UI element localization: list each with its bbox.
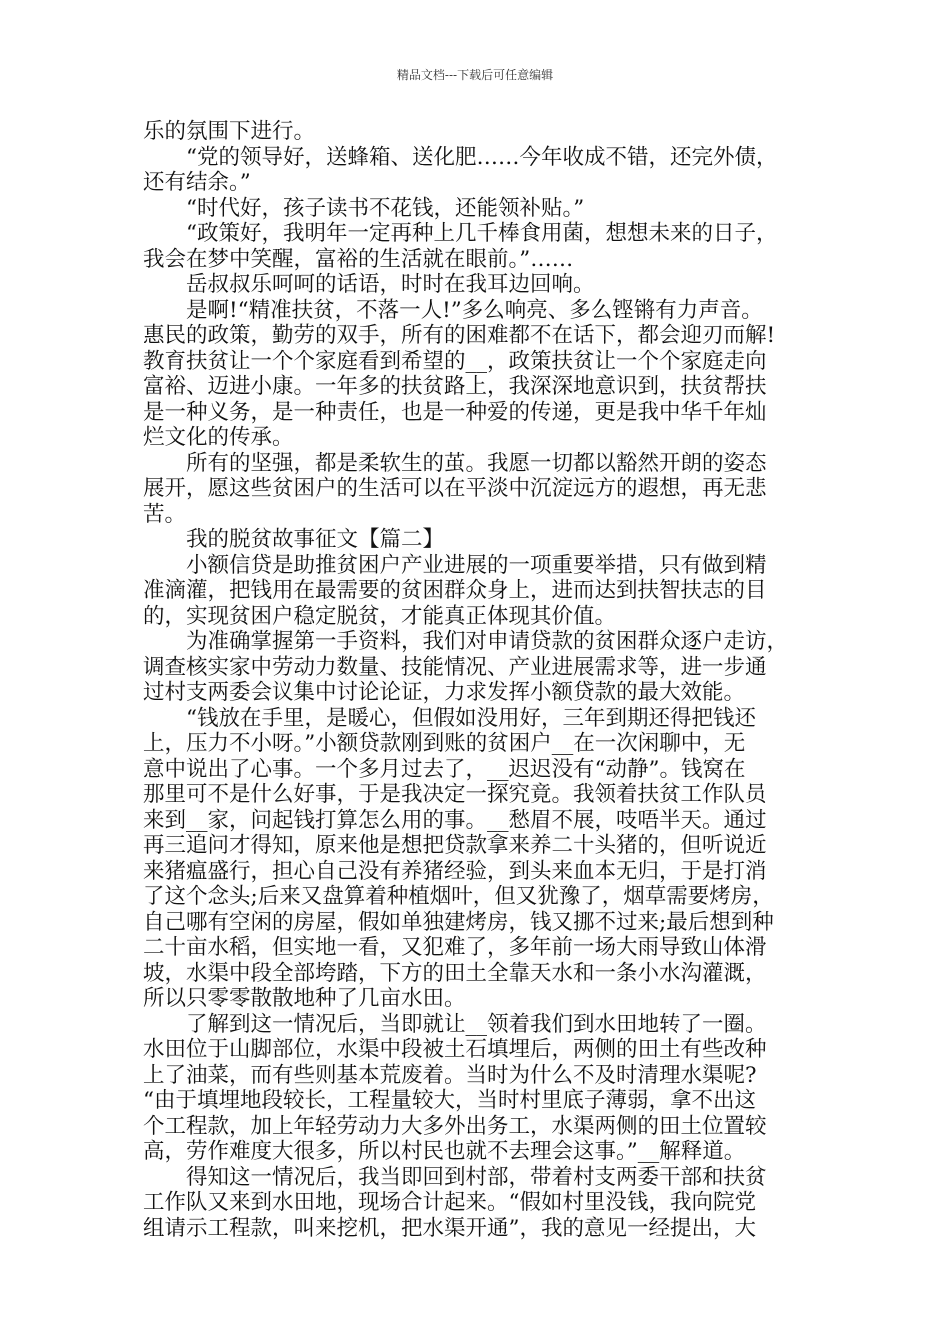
text-line: 上了油菜，而有些则基本荒废着。当时为什么不及时清理水渠呢? — [143, 1062, 757, 1088]
text-line: 为准确掌握第一手资料，我们对申请贷款的贫困群众逐户走访， — [186, 629, 789, 654]
text-line: 了这个念头;后来又盘算着种植烟叶，但又犹豫了，烟草需要烤房， — [143, 884, 774, 909]
text-line: 小额信贷是助推贫困户产业进展的一项重要举措，只有做到精 — [186, 552, 767, 578]
text-line: 来猪瘟盛行，担心自己没有养猪经验，到头来血本无归，于是打消 — [143, 858, 767, 884]
text-line: 意中说出了心事。一个多月过去了，__迟迟没有“动静”。钱窝在 — [143, 756, 746, 782]
text-line: “政策好，我明年一定再种上几千棒食用菌，想想未来的日子， — [186, 221, 778, 246]
text-line: 所有的坚强，都是柔软生的茧。我愿一切都以豁然开朗的姿态 — [186, 450, 767, 476]
text-line: 得知这一情况后，我当即回到村部，带着村支两委干部和扶贫 — [186, 1164, 767, 1190]
text-line: 乐的氛围下进行。 — [143, 119, 316, 144]
text-line: “由于填埋地段较长，工程量较大，当时村里底子薄弱，拿不出这 — [143, 1088, 756, 1113]
text-line: 烂文化的传承。 — [143, 425, 294, 450]
text-line: 展开，愿这些贫困户的生活可以在平淡中沉淀远方的遐想，再无悲 — [143, 476, 767, 501]
page-header: 精品文档---下载后可任意编辑 — [396, 68, 554, 82]
text-line: 我会在梦中笑醒，富裕的生活就在眼前。”…… — [143, 246, 574, 272]
text-line: 个工程款，加上年轻劳动力大多外出务工，水渠两侧的田土位置较 — [143, 1113, 767, 1139]
text-line: 苦。 — [143, 501, 187, 527]
text-line: 还有结余。” — [143, 170, 251, 195]
text-line: 惠民的政策，勤劳的双手，所有的困难都不在话下，都会迎刃而解! — [143, 323, 776, 348]
text-line: 二十亩水稻，但实地一看，又犯难了，多年前一场大雨导致山体滑 — [143, 935, 767, 960]
text-line: 教育扶贫让一个个家庭看到希望的__，政策扶贫让一个个家庭走向 — [143, 348, 767, 374]
text-line: 富裕、迈进小康。一年多的扶贫路上，我深深地意识到，扶贫帮扶 — [143, 374, 767, 399]
text-line: 来到__家，问起钱打算怎么用的事。__愁眉不展，吱唔半天。通过 — [143, 807, 767, 833]
text-line: 水田位于山脚部位，水渠中段被土石填埋后，两侧的田土有些改种 — [143, 1037, 767, 1062]
text-line: 岳叔叔乐呵呵的话语，时时在我耳边回响。 — [186, 272, 595, 297]
text-line: 调查核实家中劳动力数量、技能情况、产业进展需求等，进一步通 — [143, 654, 767, 680]
text-line: 上，压力不小呀。”小额贷款刚到账的贫困户__在一次闲聊中，无 — [143, 731, 746, 756]
text-line: 坡，水渠中段全部垮踏，下方的田土全靠天水和一条小水沟灌溉， — [143, 960, 767, 986]
text-line: 是一种义务，是一种责任，也是一种爱的传递，更是我中华千年灿 — [143, 399, 767, 425]
text-line: 过村支两委会议集中讨论论证，力求发挥小额贷款的最大效能。 — [143, 680, 746, 705]
text-line: “党的领导好，送蜂箱、送化肥……今年收成不错，还完外债， — [186, 144, 778, 170]
text-line: 那里可不是什么好事，于是我决定一探究竟。我领着扶贫工作队员 — [143, 782, 767, 807]
text-line: 所以只零零散散地种了几亩水田。 — [143, 986, 466, 1011]
text-line: 是啊!“精准扶贫，不落一人!”多么响亮、多么铿锵有力声音。 — [186, 297, 763, 323]
text-line: 的，实现贫困户稳定脱贫，才能真正体现其价值。 — [143, 603, 617, 629]
text-line: 我的脱贫故事征文【篇二】 — [186, 527, 445, 552]
text-line: 自己哪有空闲的房屋，假如单独建烤房，钱又挪不过来;最后想到种 — [143, 909, 774, 935]
text-line: 工作队又来到水田地，现场合计起来。“假如村里没钱，我向院党 — [143, 1190, 756, 1215]
text-line: 组请示工程款，叫来挖机，把水渠开通”，我的意见一经提出，大 — [143, 1215, 756, 1241]
text-line: 准滴灌，把钱用在最需要的贫困群众身上，进而达到扶智扶志的目 — [143, 578, 767, 603]
text-line: 了解到这一情况后，当即就让__领着我们到水田地转了一圈。 — [186, 1011, 767, 1037]
text-line: “钱放在手里，是暖心，但假如没用好，三年到期还得把钱还 — [186, 705, 756, 731]
text-line: 高，劳作难度大很多，所以村民也就不去理会这事。”__解释道。 — [143, 1139, 746, 1164]
text-line: “时代好，孩子读书不花钱，还能领补贴。” — [186, 195, 585, 221]
text-line: 再三追问才得知，原来他是想把贷款拿来养二十头猪的，但听说近 — [143, 833, 767, 858]
document-body — [143, 119, 807, 1241]
